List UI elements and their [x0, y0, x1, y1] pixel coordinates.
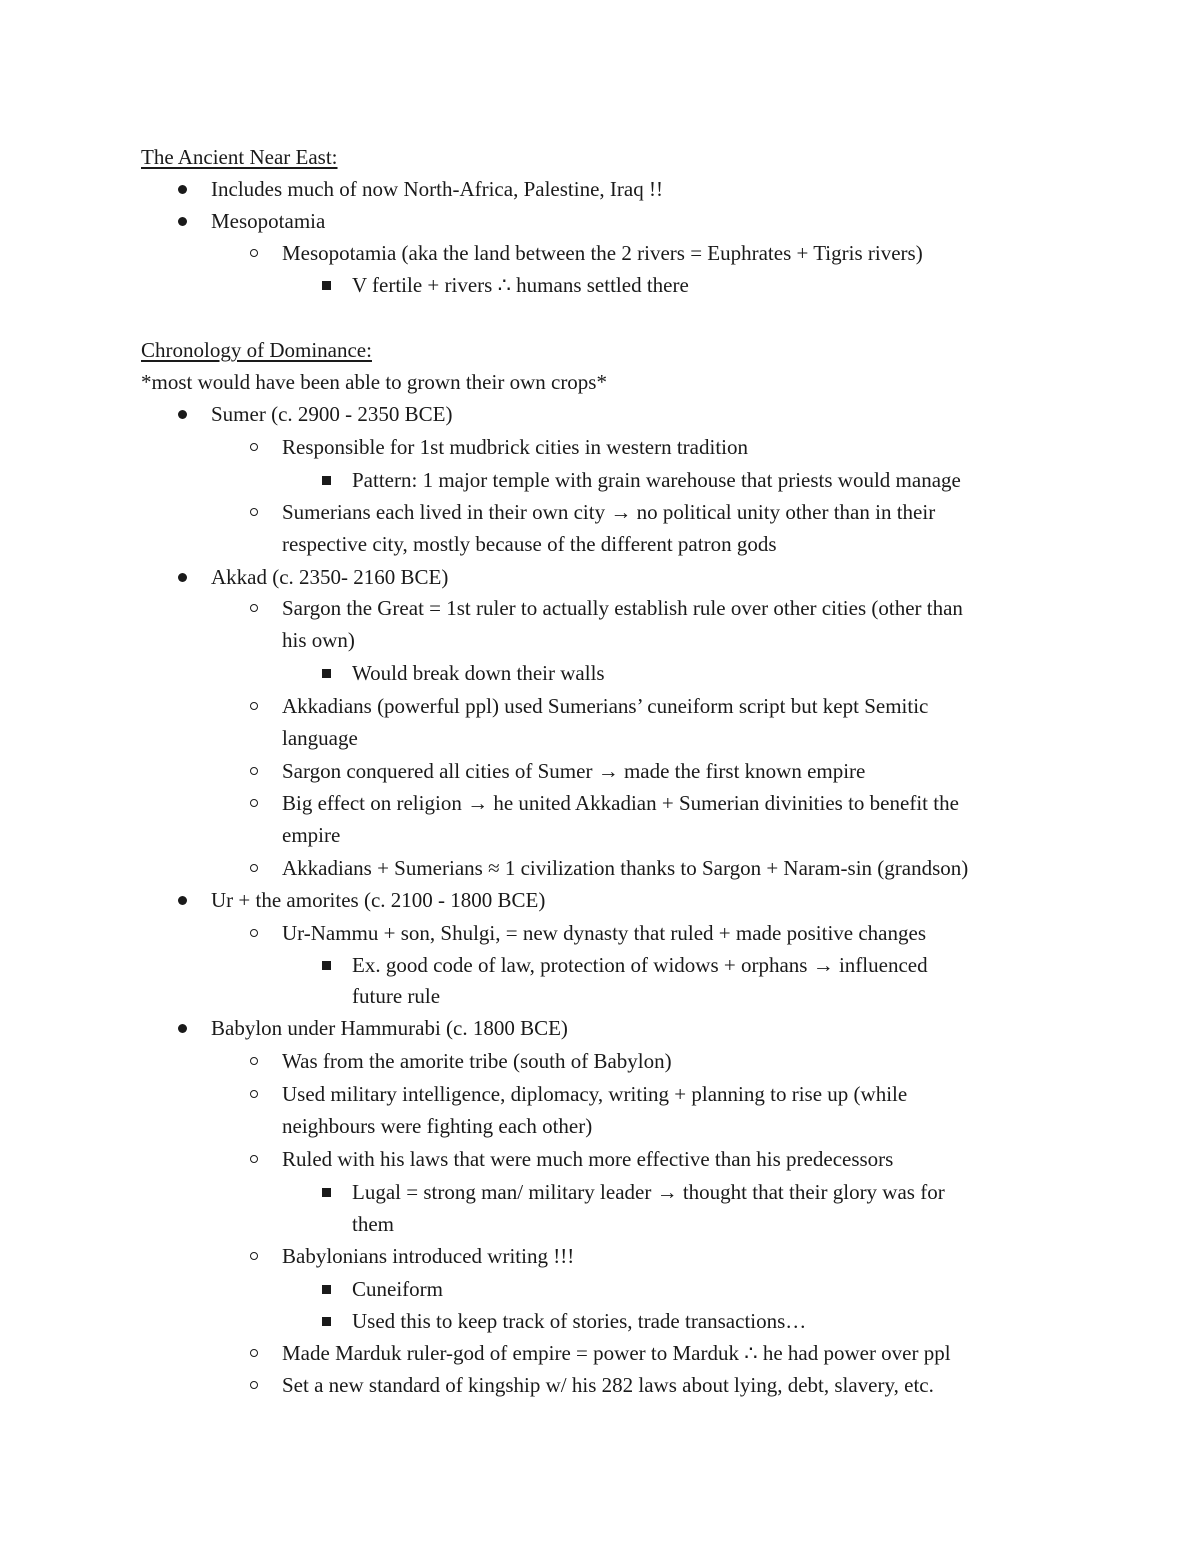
sub-bullet-continuation: his own): [282, 628, 355, 652]
bullet-circle-icon: [247, 592, 261, 624]
sub-bullet-item: Big effect on religion → he united Akkadian + Sumerian divinities to benefit the: [282, 787, 959, 819]
section-heading-chronology: Chronology of Dominance:: [141, 338, 372, 362]
bullet-dot-icon: [175, 398, 189, 430]
sub-bullet-continuation: respective city, mostly because of the different patron gods: [282, 532, 777, 556]
bullet-circle-icon: [247, 1045, 261, 1077]
bullet-item: Ur + the amorites (c. 2100 - 1800 BCE): [211, 884, 545, 916]
sub-bullet-item: Made Marduk ruler-god of empire = power to Marduk ∴ he had power over ppl: [282, 1337, 951, 1369]
bullet-square-icon: [319, 1305, 333, 1337]
sub-bullet-item: Akkadians + Sumerians ≈ 1 civilization thanks to Sargon + Naram-sin (grandson): [282, 852, 968, 884]
sub-bullet-item: Akkadians (powerful ppl) used Sumerians’ cuneiform script but kept Semitic: [282, 690, 928, 722]
bullet-item: Includes much of now North-Africa, Palestine, Iraq !!: [211, 173, 663, 205]
sub-sub-bullet-item: Used this to keep track of stories, trade transactions…: [352, 1305, 806, 1337]
bullet-dot-icon: [175, 173, 189, 205]
sub-bullet-item: Mesopotamia (aka the land between the 2 rivers = Euphrates + Tigris rivers): [282, 237, 923, 269]
bullet-circle-icon: [247, 852, 261, 884]
sub-sub-bullet-continuation: them: [352, 1212, 394, 1236]
bullet-dot-icon: [175, 205, 189, 237]
bullet-circle-icon: [247, 690, 261, 722]
section-note: *most would have been able to grown their own crops*: [141, 370, 607, 394]
sub-bullet-item: Ruled with his laws that were much more effective than his predecessors: [282, 1143, 893, 1175]
sub-bullet-item: Sumerians each lived in their own city → no political unity other than in their: [282, 496, 935, 528]
bullet-item: Akkad (c. 2350- 2160 BCE): [211, 561, 448, 593]
bullet-square-icon: [319, 269, 333, 301]
sub-sub-bullet-continuation: future rule: [352, 984, 441, 1008]
sub-bullet-item: Sargon the Great = 1st ruler to actually establish rule over other cities (other than: [282, 592, 963, 624]
bullet-circle-icon: [247, 787, 261, 819]
sub-bullet-item: Set a new standard of kingship w/ his 282 laws about lying, debt, slavery, etc.: [282, 1369, 934, 1401]
section-heading-ancient-near-east: The Ancient Near East:: [141, 145, 338, 169]
sub-bullet-item: Was from the amorite tribe (south of Babylon): [282, 1045, 672, 1077]
bullet-square-icon: [319, 1176, 333, 1208]
sub-bullet-item: Responsible for 1st mudbrick cities in western tradition: [282, 431, 748, 463]
sub-sub-bullet-item: Ex. good code of law, protection of widows + orphans → influenced: [352, 949, 928, 981]
bullet-dot-icon: [175, 561, 189, 593]
bullet-circle-icon: [247, 755, 261, 787]
bullet-circle-icon: [247, 431, 261, 463]
sub-bullet-item: Used military intelligence, diplomacy, writing + planning to rise up (while: [282, 1078, 907, 1110]
bullet-item: Babylon under Hammurabi (c. 1800 BCE): [211, 1012, 568, 1044]
bullet-dot-icon: [175, 884, 189, 916]
sub-bullet-continuation: neighbours were fighting each other): [282, 1114, 593, 1138]
bullet-circle-icon: [247, 237, 261, 269]
bullet-circle-icon: [247, 1143, 261, 1175]
bullet-item: Sumer (c. 2900 - 2350 BCE): [211, 398, 452, 430]
sub-sub-bullet-item: Cuneiform: [352, 1273, 443, 1305]
sub-sub-bullet-item: V fertile + rivers ∴ humans settled there: [352, 269, 689, 301]
bullet-circle-icon: [247, 1078, 261, 1110]
bullet-square-icon: [319, 1273, 333, 1305]
bullet-circle-icon: [247, 1240, 261, 1272]
bullet-dot-icon: [175, 1012, 189, 1044]
bullet-square-icon: [319, 464, 333, 496]
bullet-circle-icon: [247, 1337, 261, 1369]
sub-bullet-continuation: empire: [282, 823, 341, 847]
sub-bullet-item: Ur-Nammu + son, Shulgi, = new dynasty that ruled + made positive changes: [282, 917, 926, 949]
sub-bullet-continuation: language: [282, 726, 358, 750]
bullet-item: Mesopotamia: [211, 205, 325, 237]
sub-sub-bullet-item: Would break down their walls: [352, 657, 605, 689]
bullet-circle-icon: [247, 1369, 261, 1401]
bullet-square-icon: [319, 657, 333, 689]
bullet-circle-icon: [247, 917, 261, 949]
bullet-square-icon: [319, 949, 333, 981]
sub-bullet-item: Babylonians introduced writing !!!: [282, 1240, 574, 1272]
bullet-circle-icon: [247, 496, 261, 528]
sub-sub-bullet-item: Pattern: 1 major temple with grain warehouse that priests would manage: [352, 464, 961, 496]
sub-sub-bullet-item: Lugal = strong man/ military leader → thought that their glory was for: [352, 1176, 945, 1208]
sub-bullet-item: Sargon conquered all cities of Sumer → made the first known empire: [282, 755, 865, 787]
